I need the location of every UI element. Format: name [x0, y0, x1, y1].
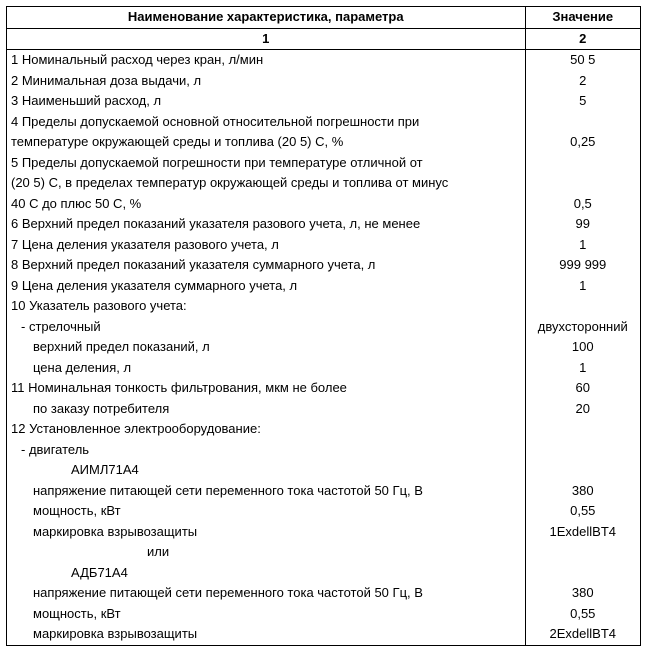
row-name: 1 Номинальный расход через кран, л/мин	[7, 50, 526, 71]
row-value: 380	[525, 481, 640, 502]
row-value: 1	[525, 276, 640, 297]
row-value	[525, 296, 640, 317]
table-row	[7, 71, 641, 92]
row-name: 11 Номинальная тонкость фильтрования, мкм не более	[7, 378, 526, 399]
table-row	[7, 624, 641, 645]
table-row	[7, 255, 641, 276]
table-row	[7, 583, 641, 604]
row-value: 99	[525, 214, 640, 235]
table-row	[7, 563, 641, 584]
header-row	[7, 7, 641, 29]
row-name: АДБ71А4	[7, 563, 526, 584]
row-value: 100	[525, 337, 640, 358]
row-name: маркировка взрывозащиты	[7, 624, 526, 645]
column-number-value: 2	[525, 28, 640, 50]
table-row	[7, 214, 641, 235]
row-name: маркировка взрывозащиты	[7, 522, 526, 543]
table-row	[7, 604, 641, 625]
table-row	[7, 276, 641, 297]
row-value: 5	[525, 91, 640, 112]
row-value: 2	[525, 71, 640, 92]
row-name: 12 Установленное электрооборудование:	[7, 419, 526, 440]
row-value: 1ExdellBT4	[525, 522, 640, 543]
table-row	[7, 50, 641, 71]
row-name: по заказу потребителя	[7, 399, 526, 420]
row-name: - стрелочный	[7, 317, 526, 338]
row-value: 0,5	[525, 153, 640, 215]
row-value	[525, 542, 640, 563]
row-name: 6 Верхний предел показаний указателя разового учета, л, не менее	[7, 214, 526, 235]
row-name-line: 5 Пределы допускаемой погрешности при температуре отличной от	[11, 154, 423, 170]
row-name: верхний предел показаний, л	[7, 337, 526, 358]
row-value: 2ExdellBT4	[525, 624, 640, 645]
row-name: 7 Цена деления указателя разового учета, л	[7, 235, 526, 256]
row-name: мощность, кВт	[7, 604, 526, 625]
row-name-line: температуре окружающей среды и топлива (20 5) С, %	[11, 134, 344, 149]
row-name: цена деления, л	[7, 358, 526, 379]
row-value: 60	[525, 378, 640, 399]
table-row	[7, 542, 641, 563]
row-value: 1	[525, 358, 640, 379]
row-name: 9 Цена деления указателя суммарного учета, л	[7, 276, 526, 297]
row-name: 2 Минимальная доза выдачи, л	[7, 71, 526, 92]
row-value	[525, 419, 640, 440]
column-number-row	[7, 28, 641, 50]
table-row	[7, 153, 641, 215]
row-value: 50 5	[525, 50, 640, 71]
row-name: 3 Наименьший расход, л	[7, 91, 526, 112]
table-row	[7, 112, 641, 153]
table-row	[7, 419, 641, 440]
table-row	[7, 358, 641, 379]
row-name	[7, 112, 526, 153]
row-name: - двигатель	[7, 440, 526, 461]
row-name-line: (20 5) С, в пределах температур окружающей среды и топлива от минус	[11, 175, 449, 190]
header-name: Наименование характеристика, параметра	[7, 7, 526, 29]
row-name-line: 4 Пределы допускаемой основной относительной погрешности при	[11, 113, 420, 129]
row-name: напряжение питающей сети переменного тока частотой 50 Гц, В	[7, 481, 526, 502]
spec-table	[6, 6, 641, 646]
row-value: 999 999	[525, 255, 640, 276]
table-row	[7, 399, 641, 420]
row-value	[525, 460, 640, 481]
table-row	[7, 337, 641, 358]
row-name	[7, 153, 526, 215]
table-row	[7, 522, 641, 543]
row-name: 10 Указатель разового учета:	[7, 296, 526, 317]
row-value	[525, 440, 640, 461]
table-row	[7, 91, 641, 112]
table-row	[7, 378, 641, 399]
table-row	[7, 481, 641, 502]
row-value: 0,55	[525, 604, 640, 625]
row-name: или	[7, 542, 526, 563]
table-row	[7, 317, 641, 338]
row-name: АИМЛ71А4	[7, 460, 526, 481]
table-row	[7, 296, 641, 317]
row-name: напряжение питающей сети переменного тока частотой 50 Гц, В	[7, 583, 526, 604]
row-value: двухсторонний	[525, 317, 640, 338]
row-value	[525, 563, 640, 584]
row-value: 0,25	[525, 112, 640, 153]
table-row	[7, 440, 641, 461]
row-name-line: 40 С до плюс 50 С, %	[11, 195, 142, 211]
row-value: 1	[525, 235, 640, 256]
row-value: 20	[525, 399, 640, 420]
table-row	[7, 501, 641, 522]
header-value: Значение	[525, 7, 640, 29]
row-name: мощность, кВт	[7, 501, 526, 522]
row-name: 8 Верхний предел показаний указателя суммарного учета, л	[7, 255, 526, 276]
row-value: 0,55	[525, 501, 640, 522]
column-number-name: 1	[7, 28, 526, 50]
table-row	[7, 235, 641, 256]
table-row	[7, 460, 641, 481]
row-value: 380	[525, 583, 640, 604]
